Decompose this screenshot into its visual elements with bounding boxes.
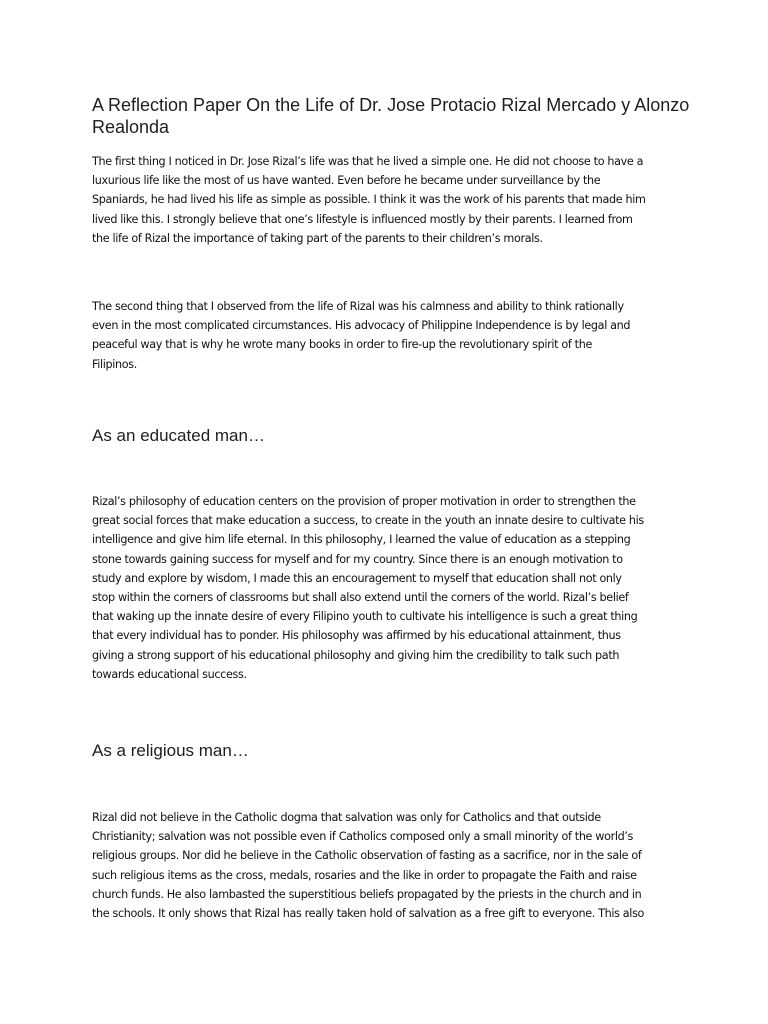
text-line: great social forces that make education a success, to create in the youth an innate desire to cultivate his xyxy=(92,514,644,528)
text-line: the schools. It only shows that Rizal has really taken hold of salvation as a free gift to everyone. This also xyxy=(92,907,645,921)
text-line: study and explore by wisdom, I made this an encouragement to myself that education shall not only xyxy=(92,571,622,585)
text-line: stone towards gaining success for myself and for my country. Since there is an enough motivation to xyxy=(92,552,623,566)
text-line: intelligence and give him life eternal. In this philosophy, I learned the value of education as a stepping xyxy=(92,533,631,547)
text-line: that every individual has to ponder. His philosophy was affirmed by his educational attainment, thus xyxy=(92,629,621,643)
text-line: luxurious life like the most of us have wanted. Even before he became under surveillance by the xyxy=(92,174,601,188)
text-line: The first thing I noticed in Dr. Jose Rizal’s life was that he lived a simple one. He did not choose to have a xyxy=(92,155,644,168)
document-title: A Reflection Paper On the Life of Dr. Jose Protacio Rizal Mercado y Alonzo Realonda xyxy=(92,95,690,137)
paragraph-simple-life xyxy=(92,152,688,248)
paragraph-calmness xyxy=(92,297,688,374)
text-line: that waking up the innate desire of every Filipino youth to cultivate his intelligence is such a great thing xyxy=(92,610,638,624)
paragraph-religion xyxy=(92,808,688,923)
section-heading-religious: As a religious man… xyxy=(92,741,249,760)
text-line: Rizal’s philosophy of education centers on the provision of proper motivation in order to strengthen the xyxy=(92,495,636,508)
text-line: towards educational success. xyxy=(92,667,247,681)
text-line: Rizal did not believe in the Catholic dogma that salvation was only for Catholics and that outside xyxy=(92,811,601,824)
text-line: religious groups. Nor did he believe in the Catholic observation of fasting as a sacrifice, nor in the sale of xyxy=(92,849,642,863)
text-line: even in the most complicated circumstances. His advocacy of Philippine Independence is by legal and xyxy=(92,319,631,333)
text-line: peaceful way that is why he wrote many books in order to fire-up the revolutionary spirit of the xyxy=(92,338,592,352)
text-line: Christianity; salvation was not possible even if Catholics composed only a small minority of the world’s xyxy=(92,830,634,844)
paragraph-education xyxy=(92,492,688,684)
text-line: stop within the corners of classrooms but shall also extend until the corners of the world. Rizal’s belief xyxy=(92,591,629,605)
text-line: such religious items as the cross, medals, rosaries and the like in order to propagate the Faith and raise xyxy=(92,868,637,882)
section-heading-educated: As an educated man… xyxy=(92,426,265,445)
text-line: giving a strong support of his educational philosophy and giving him the credibility to talk such path xyxy=(92,648,620,662)
text-line: Filipinos. xyxy=(92,357,137,371)
text-line: The second thing that I observed from the life of Rizal was his calmness and ability to think rationally xyxy=(92,300,624,313)
text-line: Spaniards, he had lived his life as simple as possible. I think it was the work of his parents that made him xyxy=(92,193,646,207)
text-line: church funds. He also lambasted the superstitious beliefs propagated by the priests in the church and in xyxy=(92,887,642,901)
text-line: the life of Rizal the importance of taking part of the parents to their children’s morals. xyxy=(92,231,543,245)
text-line: lived like this. I strongly believe that one’s lifestyle is influenced mostly by their parents. I learned from xyxy=(92,212,633,226)
